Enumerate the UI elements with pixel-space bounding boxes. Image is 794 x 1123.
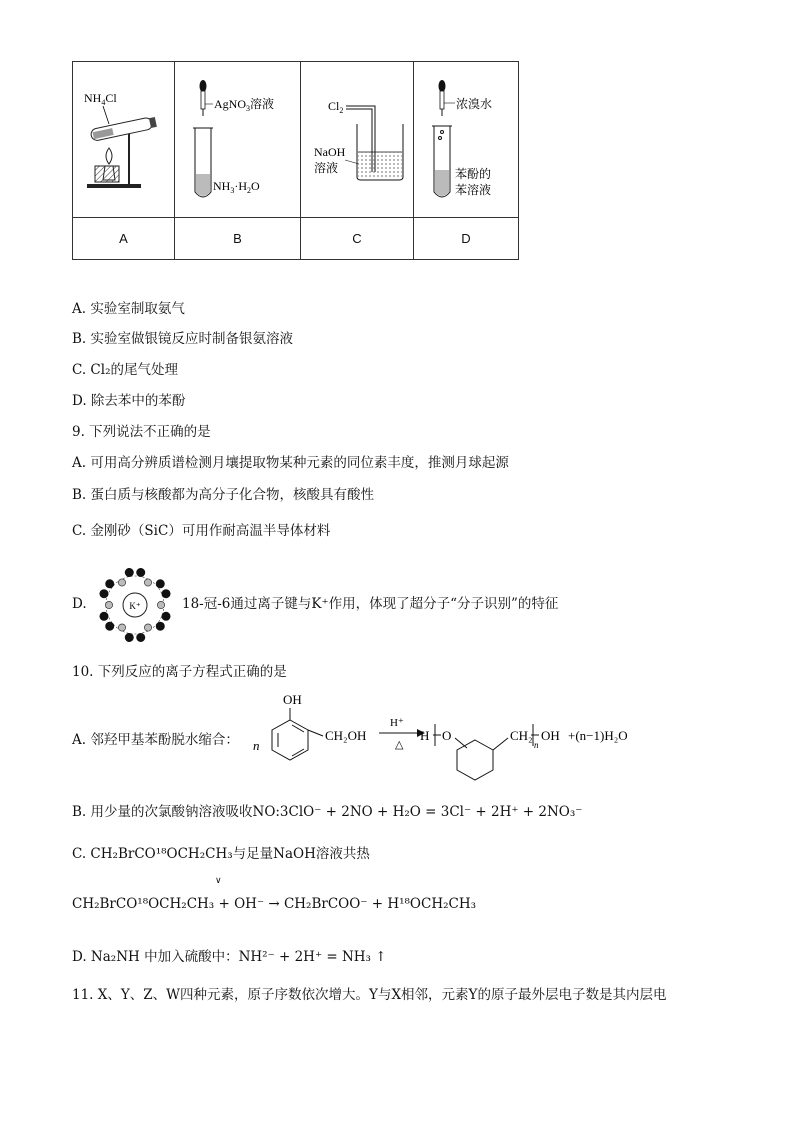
svg-text:苯溶液: 苯溶液 — [455, 183, 492, 197]
bromine-phenol-apparatus — [414, 62, 518, 217]
svg-text:Cl2: $Cl_2$ — [328, 99, 344, 115]
q10-option-a-label: A. 邻羟甲基苯酚脱水缩合： — [72, 732, 239, 748]
carbon-atom — [156, 580, 164, 588]
figure-d-cell — [414, 62, 519, 218]
svg-text:CH₂: CH₂ — [510, 728, 533, 743]
figure-c-cell — [301, 62, 414, 218]
carbon-atom — [100, 590, 108, 598]
q8-option-c: C. Cl₂的尾气处理 — [72, 362, 178, 378]
figure-a-cell — [73, 62, 175, 218]
svg-text:OH: OH — [541, 728, 560, 743]
ammonia-prep-apparatus — [73, 62, 174, 217]
crown-ether-diagram — [94, 565, 176, 645]
svg-text:+(n−1)H₂O: +(n−1)H₂O — [568, 728, 628, 743]
carbon-atom — [137, 568, 145, 576]
carbon-atom — [156, 622, 164, 630]
svg-text:AgNO3溶液: AgNO$_3$溶液 — [214, 97, 275, 113]
q10-stem: 10. 下列反应的离子方程式正确的是 — [72, 664, 287, 680]
svg-text:O: O — [442, 728, 452, 743]
oxygen-atom — [144, 624, 151, 631]
svg-text:n: n — [253, 738, 260, 753]
q10-option-b: B. 用少量的次氯酸钠溶液吸收NO:3ClO⁻ + 2NO + H₂O = 3Cl⁻ + 2H⁺ + 2NO₃⁻ — [72, 804, 583, 820]
oxygen-atom — [118, 624, 125, 631]
carbon-atom — [125, 568, 133, 576]
svg-text:NH4Cl: $NH_4Cl$ — [84, 91, 117, 107]
carbon-atom — [162, 590, 170, 598]
silver-ammonia-apparatus — [175, 62, 300, 217]
carbon-atom — [106, 580, 114, 588]
svg-text:n: n — [534, 740, 539, 750]
q9-option-d-label: D. — [72, 596, 87, 612]
q9-option-a: A. 可用高分辨质谱检测月壤提取物某种元素的同位素丰度，推测月球起源 — [72, 455, 509, 471]
q8-option-a: A. 实验室制取氨气 — [72, 301, 185, 317]
oxygen-atom — [118, 579, 125, 586]
carbon-atom — [106, 622, 114, 630]
carbon-atom — [162, 612, 170, 620]
label-b: B — [175, 218, 301, 260]
svg-text:CH₂OH: CH₂OH — [325, 728, 367, 743]
q10-option-d: D. Na₂NH 中加入硫酸中：NH²⁻ + 2H⁺ = NH₃ ↑ — [72, 949, 387, 965]
q9-option-b: B. 蛋白质与核酸都为高分子化合物，核酸具有酸性 — [72, 487, 375, 503]
carbon-atom — [137, 633, 145, 641]
q9-option-c: C. 金刚砂（SiC）可用作耐高温半导体材料 — [72, 523, 331, 539]
svg-text:H: H — [420, 728, 430, 743]
chlorine-tail-gas-apparatus — [301, 62, 413, 217]
q8-option-d: D. 除去苯中的苯酚 — [72, 393, 186, 409]
q11-stem: 11. X、Y、Z、W四种元素，原子序数依次增大。Y与X相邻，元素Y的原子最外层电子数是其内层电 — [72, 987, 667, 1003]
svg-text:苯酚的: 苯酚的 — [455, 167, 492, 181]
svg-text:K⁺: K⁺ — [129, 601, 141, 611]
q10-option-c: C. CH₂BrCO¹⁸OCH₂CH₃与足量NaOH溶液共热 — [72, 846, 370, 862]
svg-text:△: △ — [395, 739, 404, 751]
apparatus-table — [72, 61, 519, 260]
oxygen-atom — [157, 601, 164, 608]
q9-stem: 9. 下列说法不正确的是 — [72, 424, 211, 440]
svg-text:H⁺: H⁺ — [390, 717, 404, 729]
svg-text:NH3·H2O: $NH_3\cdot H_2O$ — [213, 179, 260, 195]
q9-option-d-text: 18-冠-6通过离子键与K⁺作用，体现了超分子“分子识别”的特征 — [182, 596, 559, 612]
svg-text:溶液: 溶液 — [314, 161, 339, 175]
label-d: D — [414, 218, 519, 260]
svg-text:浓溴水: 浓溴水 — [456, 97, 493, 111]
figure-b-cell — [175, 62, 301, 218]
svg-text:OH: OH — [283, 692, 302, 707]
label-a: A — [73, 218, 175, 260]
label-c: C — [301, 218, 414, 260]
oxygen-atom — [105, 601, 112, 608]
carbon-atom — [125, 633, 133, 641]
q8-option-b: B. 实验室做银镜反应时制备银氨溶液 — [72, 331, 294, 347]
q10-option-c-equation: CH₂BrCO¹⁸OCH₂CH₃ + OH⁻ → CH₂BrCOO⁻ + H¹⁸OCH₂CH₃ — [72, 896, 477, 912]
svg-text:NaOH: NaOH — [314, 145, 346, 159]
oxygen-atom — [144, 579, 151, 586]
q10-option-c-mark: ∨ — [215, 876, 222, 886]
carbon-atom — [100, 612, 108, 620]
polycondensation-equation — [245, 688, 665, 786]
